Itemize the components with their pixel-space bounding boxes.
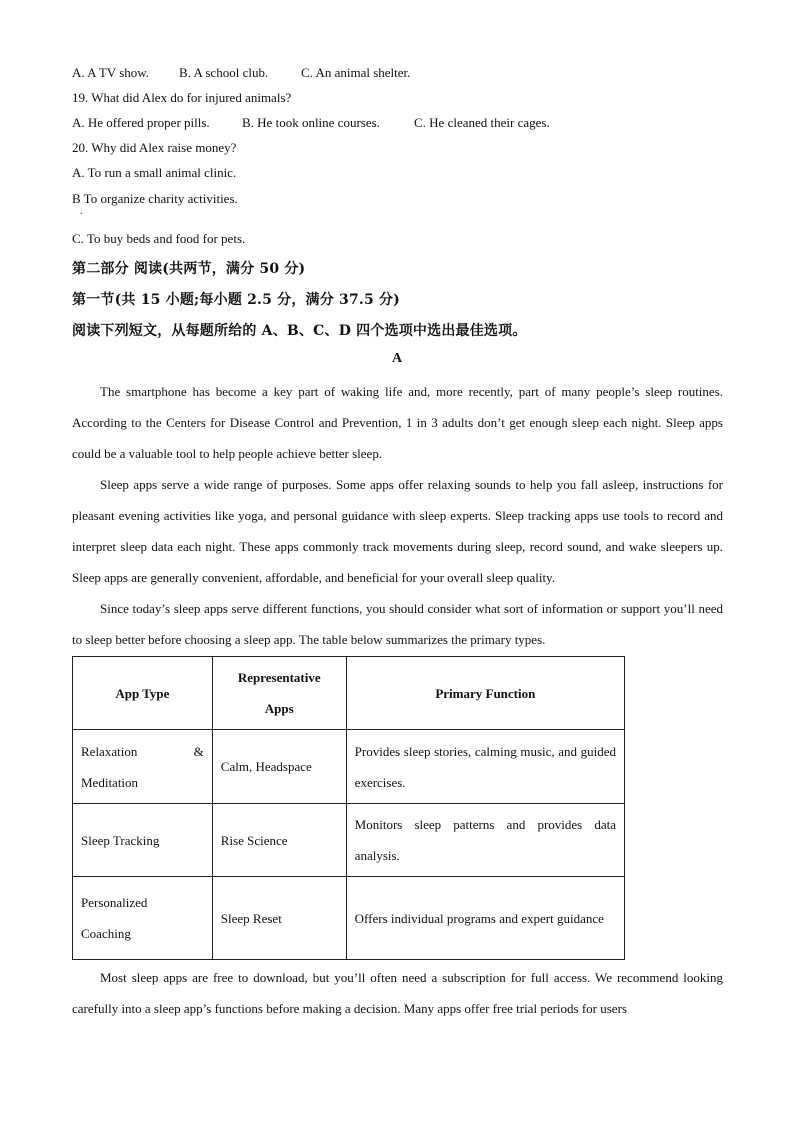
cell-type-ampersand: & [193,743,204,759]
cell-app-type [73,730,213,804]
header-primary-function: Primary Function [346,657,624,730]
q18-options [72,65,410,81]
cell-function: Monitors sleep patterns and provides data analysis. [346,804,624,877]
header-app-type: App Type [73,657,213,730]
cell-apps: Sleep Reset [212,877,346,960]
q20-option-b: B To organize charity activities. [72,191,238,206]
cell-type-line2: Coaching [81,926,131,941]
cell-function: Provides sleep stories, calming music, and guided exercises. [346,730,624,804]
q19-option-c: C. He cleaned their cages. [414,115,550,130]
paragraph-1: The smartphone has become a key part of waking life and, more recently, part of many people’s sleep routines. According to the Centers for Disease Control and Prevention, 1 in 3 adults don’t get enough sleep each night. Sleep apps could be a valuable tool to help people achieve better sleep. [72,384,723,461]
q18-option-c: C. An animal shelter. [301,65,411,80]
q19-option-a: A. He offered proper pills. [72,115,210,130]
header-apps-line1: Representative [237,670,321,685]
part2-heading: 第二部分 阅读(共两节，满分 50 分) [72,261,306,277]
cell-function: Offers individual programs and expert guidance [346,877,624,960]
header-apps-line2: Apps [264,701,294,716]
passage-label: A [391,351,403,366]
paragraph-2: Sleep apps serve a wide range of purposes. Some apps offer relaxing sounds to help you fall asleep, instructions for pleasant evening activities like yoga, and personal guidance with sleep experts. Sleep tracking apps use tools to record and interpret sleep data each night. These apps commonly track movements during sleep, record sound, and wake sleepers up. Sleep apps are generally convenient, affordable, and beneficial for your overall sleep quality. [72,477,723,585]
paragraph-3: Since today’s sleep apps serve different functions, you should consider what sort of information or support you’ll need to sleep better before choosing a sleep app. The table below summarizes the primary types. [72,601,723,647]
q18-option-a: A. A TV show. [72,65,150,80]
cell-type-line1: Personalized [81,895,148,910]
cell-apps: Rise Science [212,804,346,877]
paragraph-4: Most sleep apps are free to download, but you’ll often need a subscription for full access. We recommend looking carefully into a sleep app’s functions before making a decision. Many apps offer free trial periods for users [72,970,723,1016]
table-row [73,877,625,960]
header-representative-apps [212,657,346,730]
cell-apps: Calm, Headspace [212,730,346,804]
instruction: 阅读下列短文，从每题所给的 A、B、C、D 四个选项中选出最佳选项。 [72,323,527,339]
cell-type-line2: Meditation [81,774,139,790]
q18-option-b: B. A school club. [179,65,269,80]
sleep-app-table [72,656,625,960]
cell-app-type [73,877,213,960]
section1-heading: 第一节(共 15 小题;每小题 2.5 分，满分 37.5 分) [72,292,400,308]
q19-option-b: B. He took online courses. [242,115,380,130]
q19-options [72,115,550,131]
q20-option-a: A. To run a small animal clinic. [72,165,237,180]
table-header-row [73,657,625,730]
cell-type-word: Relaxation [81,743,138,759]
q20-stem: 20. Why did Alex raise money? [72,140,237,155]
stray-dot: . [80,206,83,217]
q20-option-c: C. To buy beds and food for pets. [72,231,246,246]
table-row [73,804,625,877]
q19-stem: 19. What did Alex do for injured animals? [72,90,292,105]
cell-app-type: Sleep Tracking [73,804,213,877]
cell-type-line1 [81,736,204,767]
table-row [73,730,625,804]
